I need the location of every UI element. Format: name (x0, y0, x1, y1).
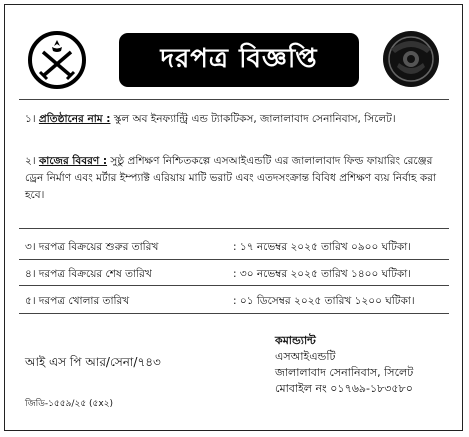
section-work-description (25, 153, 445, 204)
schedule-divider (19, 285, 449, 286)
notice-title: দরপত্র বিজ্ঞপ্তি (119, 33, 359, 87)
signatory-org: এসআইএন্ডটি (275, 350, 336, 363)
tender-notice (4, 4, 463, 431)
schedule-sale-start-label: ৩। দরপত্র বিক্রয়ের শুরুর তারিখ (25, 241, 159, 253)
schedule-sale-end-value: : ৩০ নভেম্বর ২০২৫ তারিখ ১৪০০ ঘটিকা। (233, 268, 412, 280)
section-number: ১। (25, 113, 36, 125)
signature-block (275, 333, 413, 397)
schedule-divider-bottom (19, 313, 449, 314)
work-description-text: সুষ্ঠু প্রশিক্ষণ নিশ্চিতকল্পে এসআইএন্ডটি এর জালালাবাদ ফিল্ড ফায়ারিং রেঞ্জের ড্রেন নির্মাণ এবং মর্টার ইম্প্যাক্ট এরিয়ায় মাটি ভরাট এবং এতদসংক্রান্ত বিবিধ প্রশিক্ষণ ব্যয় নির্বাহ করা হবে। (25, 155, 437, 201)
institution-label: প্রতিষ্ঠানের নাম : (38, 113, 111, 125)
schedule-divider (19, 259, 449, 260)
section-institution (25, 111, 445, 128)
schedule-divider-top (19, 228, 449, 229)
army-crossed-swords-logo (27, 30, 87, 90)
section-number: ২। (25, 155, 36, 167)
schedule-sale-end-label: ৪। দরপত্র বিক্রয়ের শেষ তারিখ (25, 268, 152, 280)
ispr-reference: আই এস পি আর/সেনা/৭৪৩ (25, 355, 161, 369)
work-description-label: কাজের বিবরণ : (38, 155, 108, 167)
header-divider (19, 99, 449, 100)
signatory-location: জালালাবাদ সেনানিবাস, সিলেট (275, 366, 414, 379)
unit-emblem-icon (379, 27, 443, 91)
schedule-sale-start-value: : ১৭ নভেম্বর ২০২৫ তারিখ ০৯০০ ঘটিকা। (233, 241, 412, 253)
institution-name: স্কুল অব ইনফ্যান্ট্রি এন্ড ট্যাকটিকস, জালালাবাদ সেনানিবাস, সিলেট। (113, 113, 396, 125)
schedule-opening-label: ৫। দরপত্র খোলার তারিখ (25, 295, 130, 307)
signatory-phone: মোবাইল নং ০১৭৬৯-১৮৩৫৮০ (275, 382, 413, 395)
gd-code: জিডি-১৫৫৯/২৫ (৫x২) (25, 399, 114, 409)
schedule-opening-value: : ০১ ডিসেম্বর ২০২৫ তারিখ ১২০০ ঘটিকা। (233, 295, 415, 307)
signatory-title: কমান্ড্যান্ট (275, 334, 316, 347)
